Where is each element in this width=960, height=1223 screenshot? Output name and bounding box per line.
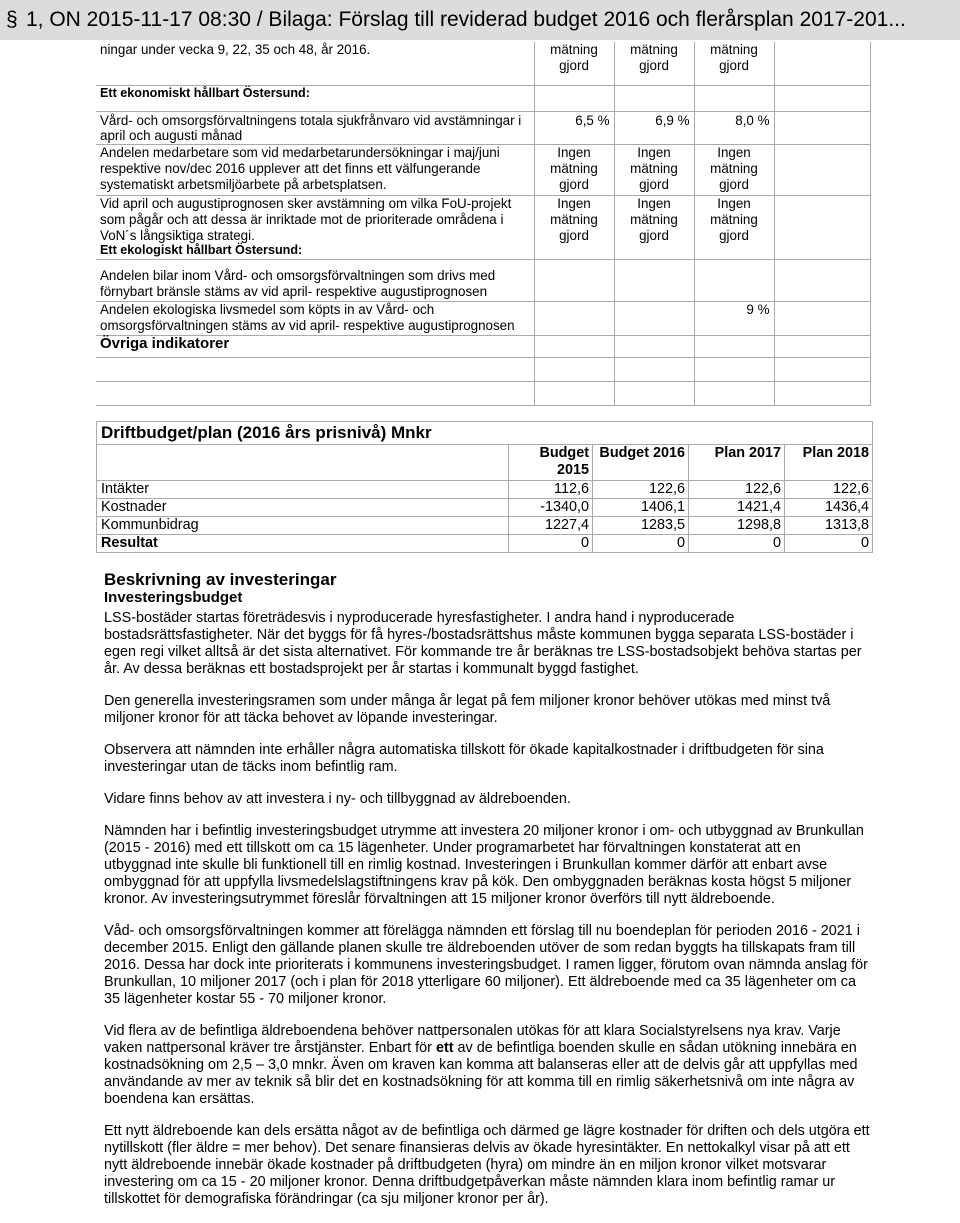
row-label: Kommunbidrag (97, 517, 509, 535)
section-heading: Beskrivning av investeringar (104, 570, 337, 589)
intro-value: mätning gjord (534, 42, 614, 85)
table-row (97, 517, 873, 535)
indicator-value: 6,5 % (534, 111, 614, 145)
indicator-label: Vård- och omsorgsförvaltningens totala sjukfrånvaro vid avstämningar i april och augusti månad (96, 111, 534, 145)
section-symbol: § (6, 8, 18, 31)
table-row (97, 481, 873, 499)
paragraph-emphasis: ett (435, 1040, 454, 1056)
intro-value: mätning gjord (614, 42, 694, 85)
indicator-value: Ingen mätning gjord (614, 196, 694, 260)
cell-value: 0 (785, 535, 873, 553)
budget-column-header: Plan 2017 (689, 445, 785, 481)
paragraph-text: Vid flera av de befintliga äldreboendena behöver nattpersonalen utökas för att klara Socialstyrelsens nya krav. Varje vaken nattpersonal kräver tre årstjänster. Enbart för (104, 1023, 841, 1056)
section-ecological: Ett ekologiskt hållbart Östersund: (100, 243, 303, 258)
budget-column-header: Budget 2016 (593, 445, 689, 481)
indicator-value: Ingen mätning gjord (694, 145, 774, 196)
cell-value: 1406,1 (593, 499, 689, 517)
cell-value: 122,6 (593, 481, 689, 499)
cell-value: 1421,4 (689, 499, 785, 517)
indicator-value: Ingen mätning gjord (614, 145, 694, 196)
intro-value: mätning gjord (694, 42, 774, 85)
intro-fragment: ningar under vecka 9, 22, 35 och 48, år 2016. (96, 42, 534, 85)
page-title: 1, ON 2015-11-17 08:30 / Bilaga: Förslag till reviderad budget 2016 och flerårsplan 2017-201... (26, 8, 906, 31)
cell-value: -1340,0 (509, 499, 593, 517)
section-other: Övriga indikatorer (96, 336, 534, 358)
table-row (97, 499, 873, 517)
indicator-label (96, 196, 534, 260)
indicator-value: 6,9 % (614, 111, 694, 145)
cell-value: 112,6 (509, 481, 593, 499)
paragraph-text: av de befintliga boenden skulle en sådan utökning innebära en kostnadsökning om 2,5 – 3,0 mnkr. Även om kraven kan komma att balanseras eller att de delvis går att uppfyllas med användande av mer av teknik så blir det en kostnadsökning för att komma till en rimlig säkerhetsnivå om inte några av boendena kan ersättas. (104, 1040, 858, 1107)
section-economic: Ett ekonomiskt hållbart Östersund: (96, 85, 534, 111)
indicator-value: 9 % (694, 302, 774, 336)
indicator-label-text: Vid april och augustiprognosen sker avstämning om vilka FoU-projekt som pågår och att dessa är inriktade mot de prioriterade områdena i VoN´s långsiktiga strategi. (100, 196, 512, 243)
paragraph: Den generella investeringsramen som under många år legat på fem miljoner kronor behöver utökas med minst två miljoner kronor för att täcka behovet av löpande investeringar. (104, 693, 831, 726)
cell-value: 0 (509, 535, 593, 553)
budget-column-header: Budget 2015 (509, 445, 593, 481)
row-label: Intäkter (97, 481, 509, 499)
row-label: Kostnader (97, 499, 509, 517)
paragraph: LSS-bostäder startas företrädesvis i nyproducerade hyresfastigheter. I andra hand i nyproducerade bostadsrättsfastigheter. När det byggs för få hyres-/bostadsrättshus måste kommunen bygga separata LSS-bostäder i egen regi vilket alltså är det sista alternativet. För kommande tre år beräknas tre LSS-bostadsobjekt behöva startas per år. Av dessa beräknas ett bostadsprojekt per år startas i kommunalt byggd fastighet. (104, 610, 862, 677)
budget-title: Driftbudget/plan (2016 års prisnivå) Mnkr (97, 422, 873, 445)
indicator-label: Andelen medarbetare som vid medarbetarundersökningar i maj/juni respektive nov/dec 2016 upplever att det finns ett välfungerande systematiskt arbetsmiljöarbete på arbetsplatsen. (96, 145, 534, 196)
paragraph: Nämnden har i befintlig investeringsbudget utrymme att investera 20 miljoner kronor i om- och utbyggnad av Brunkullan (2015 - 2016) med ett tillskott om ca 15 lägenheter. Under programarbetet har förvaltningen konstaterat att en utbyggnad inte skulle bli funktionell till en rimlig kostnad. Investeringen i Brunkullan kommer därför att enbart avse ombyggnad för att uppfylla livsmedelslagstiftningens krav på kök. Den ombyggnaden beräknas kosta högst 5 miljoner kronor. Av investeringsutrymmet föreslår förvaltningen att 15 miljoner kronor överförs till nytt äldreboende. (104, 823, 864, 907)
row-label: Resultat (97, 535, 509, 553)
cell-value: 1227,4 (509, 517, 593, 535)
paragraph (104, 1023, 870, 1108)
cell-value: 1283,5 (593, 517, 689, 535)
indicator-value: 8,0 % (694, 111, 774, 145)
indicator-value: Ingen mätning gjord (534, 196, 614, 260)
cell-value: 122,6 (689, 481, 785, 499)
cell-value: 0 (689, 535, 785, 553)
indicator-value: Ingen mätning gjord (534, 145, 614, 196)
indicator-table (96, 42, 871, 406)
cell-value: 1436,4 (785, 499, 873, 517)
cell-value: 122,6 (785, 481, 873, 499)
cell-value: 0 (593, 535, 689, 553)
page-header (0, 0, 960, 40)
paragraph: Våd- och omsorgsförvaltningen kommer att förelägga nämnden ett förslag till nu boendeplan för perioden 2016 - 2021 i december 2015. Enligt den gällande planen skulle tre äldreboenden utöver de som redan byggts ha tillskapats fram till 2016. Dessa har dock inte prioriterats i kommunens investeringsbudget. I ramen ligger, förutom ovan nämnda anslag för Brunkullan, 10 miljoner 2017 (och i plan för 2018 ytterligare 60 miljoner). Ett äldreboende med ca 35 lägenheter om ca 35 lägenheter kostar 55 - 70 miljoner kronor. (104, 923, 868, 1007)
table-row (97, 535, 873, 553)
budget-table (96, 421, 873, 553)
cell-value: 1298,8 (689, 517, 785, 535)
paragraph: Ett nytt äldreboende kan dels ersätta något av de befintliga och därmed ge lägre kostnader för driften och dels utgöra ett nytillskott (fler äldre = mer behov). Det senare finansieras delvis av ökade hyresintäkter. En nettokalkyl visar på att ett nytt äldreboende innebär ökade kostnader på driftbudgeten (hyra) om mindre än en miljon kronor vilket motsvarar investering om ca 15 - 20 miljoner kronor. Denna driftbudgetpåverkan måste nämnden klara inom befintlig ramar ur tillskottet för demografiska förändringar (ca sju miljoner kronor per år). (104, 1123, 870, 1207)
indicator-label: Andelen bilar inom Vård- och omsorgsförvaltningen som drivs med förnybart bränsle stäms av vid april- respektive augustiprognosen (96, 260, 534, 302)
section-subheading: Investeringsbudget (104, 589, 243, 606)
indicator-label: Andelen ekologiska livsmedel som köpts in av Vård- och omsorgsförvaltningen stäms av vid april- respektive augustiprognosen (96, 302, 534, 336)
budget-column-header: Plan 2018 (785, 445, 873, 481)
cell-value: 1313,8 (785, 517, 873, 535)
indicator-value: Ingen mätning gjord (694, 196, 774, 260)
paragraph: Observera att nämnden inte erhåller några automatiska tillskott för ökade kapitalkostnader i driftbudgeten för sina investeringar utan de täcks inom befintlig ram. (104, 742, 824, 775)
paragraph: Vidare finns behov av att investera i ny- och tillbyggnad av äldreboenden. (104, 791, 571, 807)
investment-section (104, 570, 870, 1223)
